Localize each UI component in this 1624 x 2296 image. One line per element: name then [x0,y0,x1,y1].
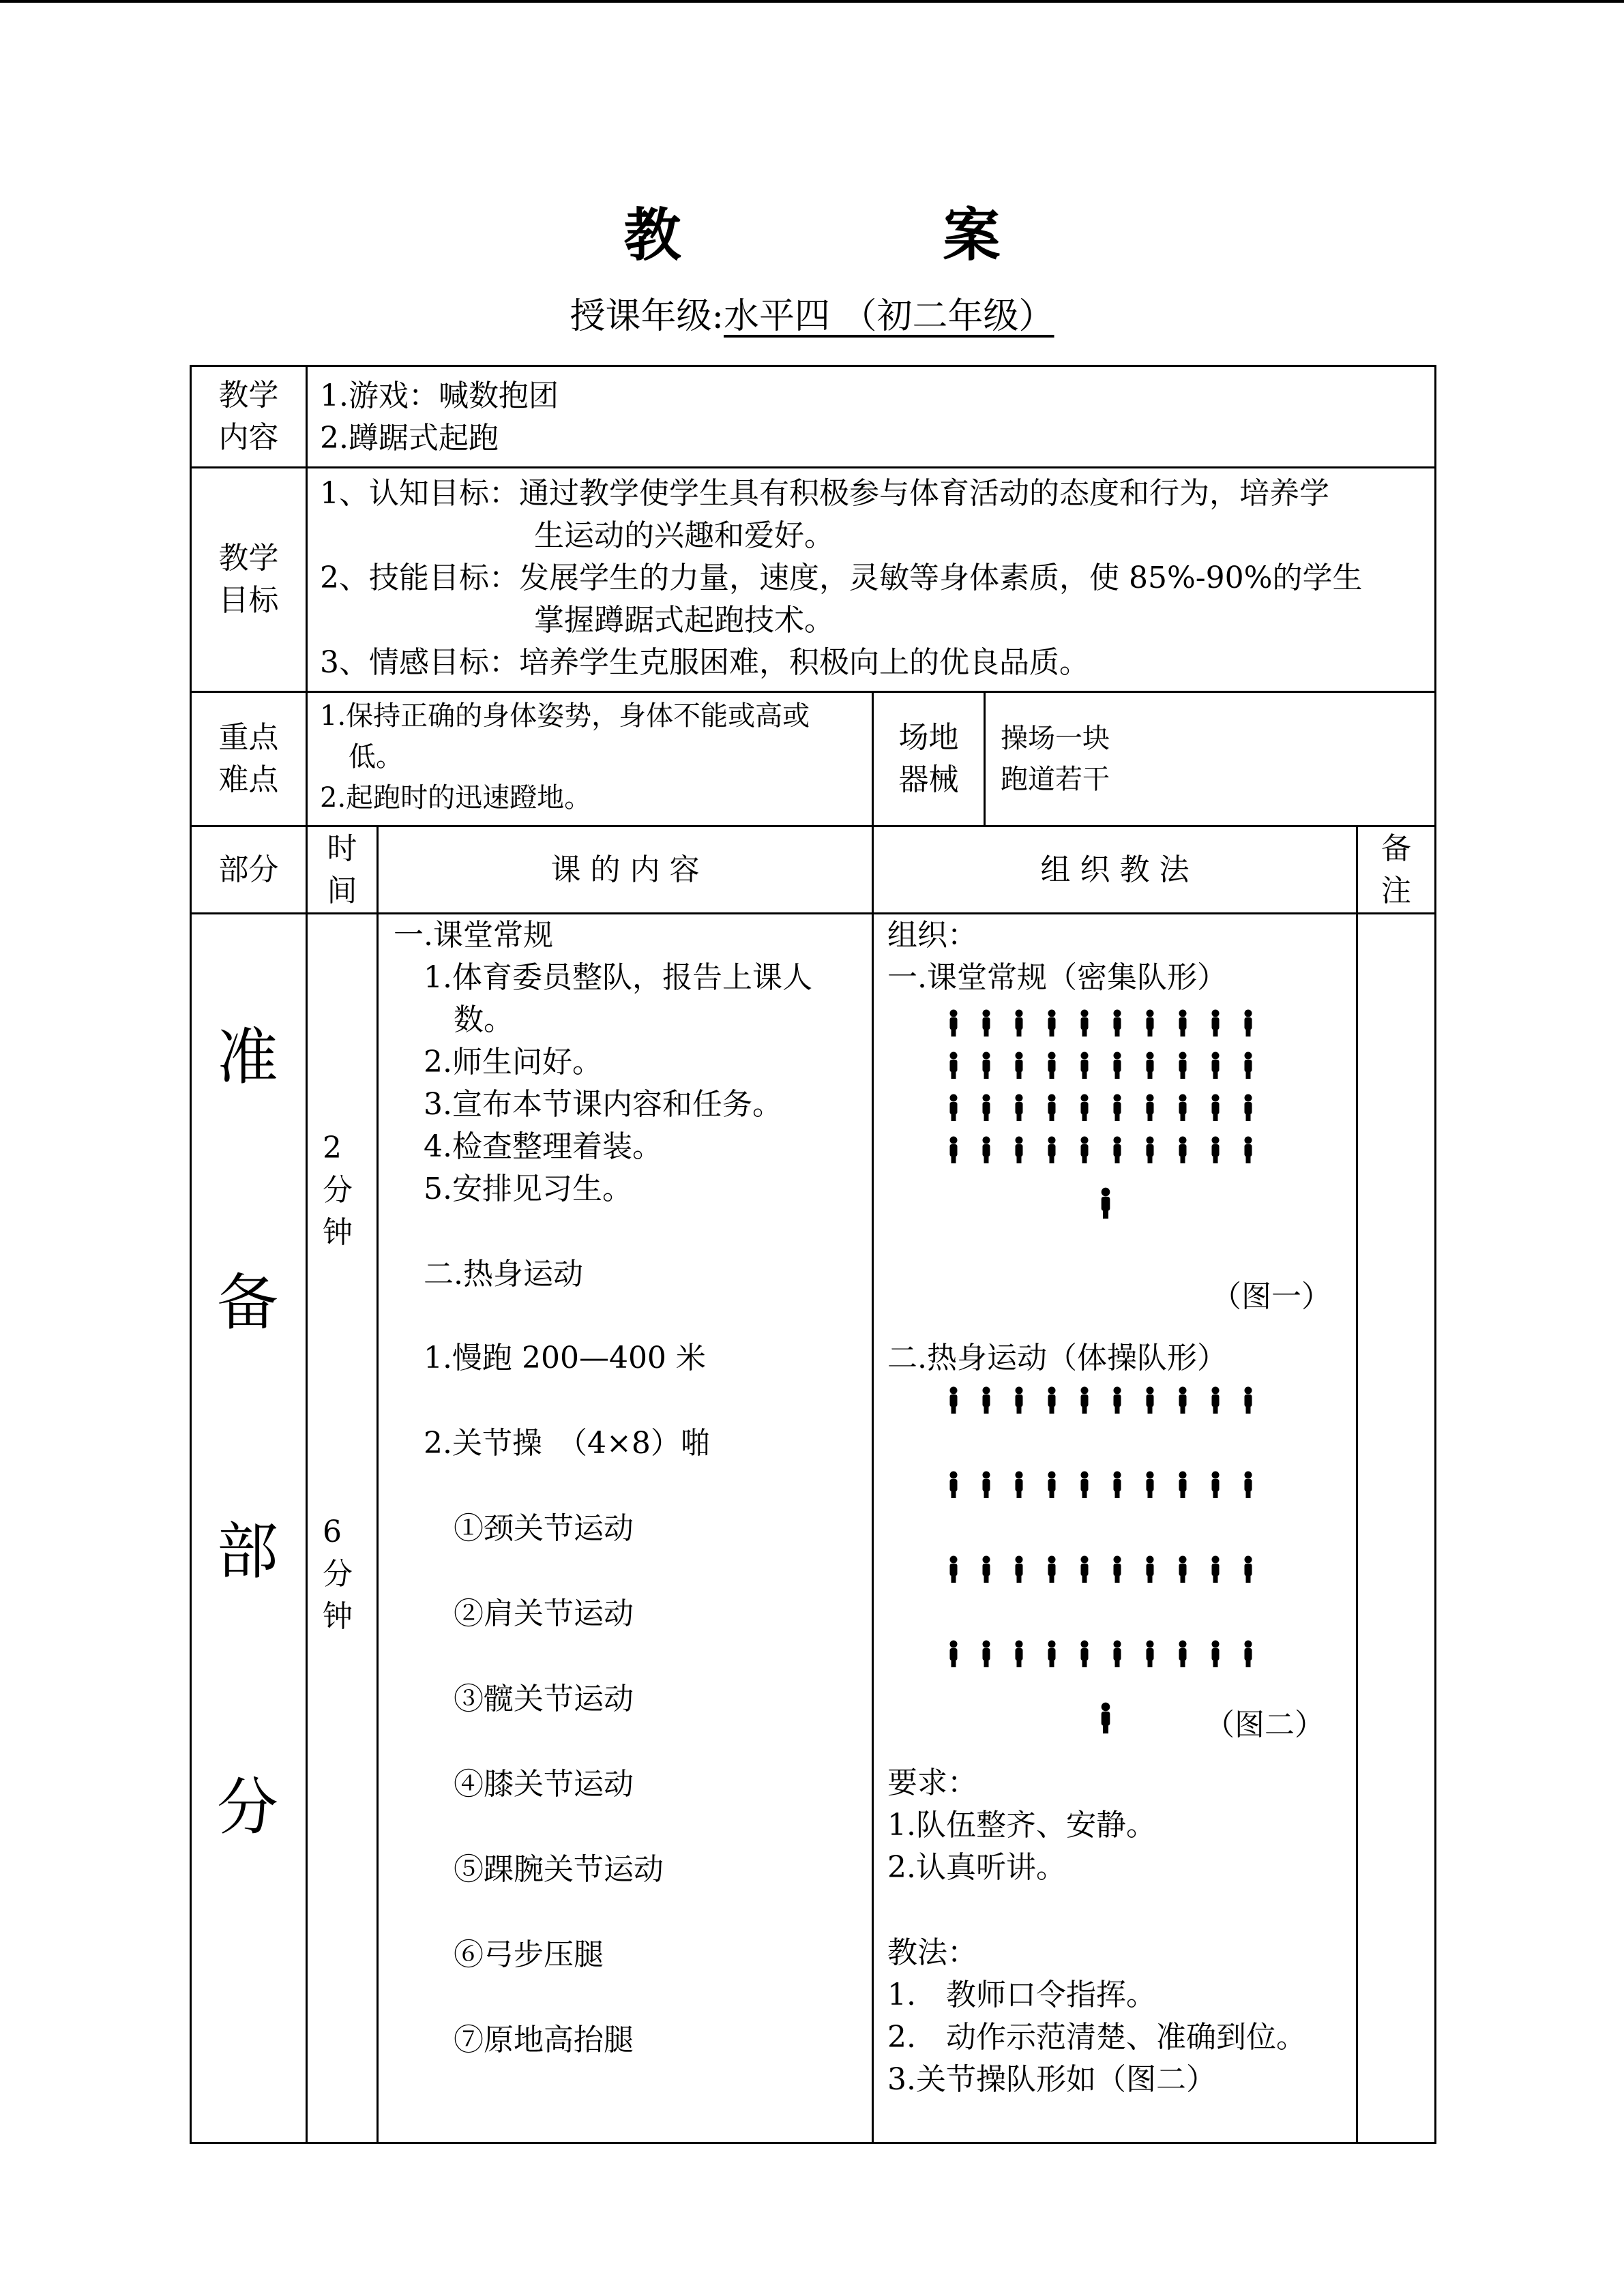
student-icon [1081,1010,1089,1037]
student-icon [1147,1010,1154,1037]
goal-item: 1、认知目标：通过教学使学生具有积极参与体育活动的态度和行为，培养学 [320,476,1329,511]
col-header-time: 时间 [307,826,378,914]
col-header-method: 组 织 教 法 [873,826,1357,914]
venue-item: 跑道若干 [1001,764,1110,795]
student-icon [1114,1052,1121,1079]
lesson-plan-table [190,365,1436,2144]
teaching-title: 教法： [887,1935,977,1970]
student-icon [1114,1010,1121,1037]
student-icon [1212,1052,1220,1079]
student-icon [1245,1387,1252,1414]
content-cell [307,366,1436,468]
student-icon [1245,1094,1252,1122]
student-icon [1114,1094,1121,1122]
part-cell [191,914,307,2143]
method-org-label: 组织： [887,918,977,953]
student-icon [950,1137,958,1164]
student-icon [1147,1641,1154,1668]
student-icon [1212,1556,1220,1583]
joint-item: ③髋关节运动 [454,1682,634,1716]
formation-diagrams [874,914,1358,1753]
student-icon [1212,1137,1220,1164]
student-icon [1179,1137,1187,1164]
student-icon [983,1052,990,1079]
student-icon [983,1010,990,1037]
student-icon [983,1556,990,1583]
student-icon [950,1010,958,1037]
student-icon [1114,1137,1121,1164]
student-icon [983,1094,990,1122]
content-line: 1.体育委员整队，报告上课人 [424,960,812,995]
student-icon [950,1641,958,1668]
teacher-markers [1102,1188,1110,1733]
venue-label: 场地器械 [873,692,985,826]
joint-item: ⑥弓步压腿 [454,1937,604,1972]
student-icon [1081,1052,1089,1079]
formation1-title: 一.课堂常规（密集队形） [887,960,1227,995]
student-icon [1245,1052,1252,1079]
student-icon [1081,1387,1089,1414]
student-icon [950,1094,958,1122]
keypoints-cell: 1.保持正确的身体姿势，身体不能或高或 低。 2.起跑时的迅速蹬地。 [307,692,873,826]
goals-label: 教学目标 [191,468,307,692]
student-icon [1114,1641,1121,1668]
teacher-icon [1102,1188,1110,1219]
student-icon [950,1387,958,1414]
student-icon [1179,1472,1187,1499]
content-label: 教学内容 [191,366,307,468]
student-icon [1081,1137,1089,1164]
student-icon [1245,1556,1252,1583]
content-detail-cell [378,914,873,2143]
content-line: 2.关节操 （4×8）啪 [424,1426,711,1461]
student-icon [1016,1387,1023,1414]
student-icon [1245,1137,1252,1164]
student-icon [1048,1472,1056,1499]
student-icon [950,1052,958,1079]
col-header-content: 课 的 内 容 [378,826,873,914]
student-icon [1048,1641,1056,1668]
teaching-item: 1. 教师口令指挥。 [887,1978,1156,2012]
student-icon [1179,1052,1187,1079]
time-block: 2 分 钟 [323,1131,353,1250]
requirement-item: 1.队伍整齐、安静。 [887,1808,1156,1843]
student-icon [1081,1094,1089,1122]
student-icon [1179,1387,1187,1414]
student-icon [1212,1094,1220,1122]
student-icon [1147,1094,1154,1122]
joint-item: ⑤踝腕关节运动 [454,1852,664,1887]
student-icon [1179,1556,1187,1583]
student-icon [1016,1052,1023,1079]
content-line: 5.安排见习生。 [424,1172,632,1206]
joint-item: ⑦原地高抬腿 [454,2023,634,2057]
student-icon [1016,1137,1023,1164]
student-icon [1048,1556,1056,1583]
teaching-item: 3.关节操队形如（图二） [887,2062,1216,2097]
student-icon [1016,1010,1023,1037]
student-icon [1147,1387,1154,1414]
student-icon [1179,1641,1187,1668]
content-item: 2.蹲踞式起跑 [320,421,499,456]
content-heading: 一.课堂常规 [394,918,553,953]
note-cell [1357,914,1436,2143]
teacher-icon [1102,1703,1110,1733]
student-icon [983,1137,990,1164]
part-char: 部 [217,1516,278,1587]
goals-row [191,468,1436,692]
content-line: 4.检查整理着装。 [424,1129,662,1164]
header-row [191,826,1436,914]
teaching-item: 2. 动作示范清楚、准确到位。 [887,2020,1306,2055]
student-icon [1081,1641,1089,1668]
student-icon [1212,1641,1220,1668]
joint-item: ④膝关节运动 [454,1767,634,1802]
student-icon [1245,1010,1252,1037]
student-icon [950,1472,958,1499]
student-icon [1048,1137,1056,1164]
student-icon [1048,1387,1056,1414]
requirements-title: 要求： [887,1765,977,1800]
grade-value: 水平四 （初二年级） [724,296,1054,337]
student-icon [983,1641,990,1668]
student-icon [1179,1094,1187,1122]
prep-section-row [191,914,1436,2143]
student-icon [1212,1010,1220,1037]
student-icon [1114,1472,1121,1499]
content-row [191,366,1436,468]
student-icon [1147,1052,1154,1079]
joint-item: ②肩关节运动 [454,1596,634,1631]
student-icon [1147,1472,1154,1499]
student-icon [1016,1641,1023,1668]
venue-cell [985,692,1436,826]
part-char: 备 [217,1267,278,1339]
goal-item: 2、技能目标：发展学生的力量，速度，灵敏等身体素质，使 85%-90%的学生 [320,561,1363,595]
content-heading: 二.热身运动 [424,1257,583,1292]
joint-item: ①颈关节运动 [454,1511,634,1546]
content-line: 2.师生问好。 [424,1045,602,1079]
student-icon [1245,1472,1252,1499]
student-icon [1114,1387,1121,1414]
keypoint-item: 1.保持正确的身体姿势，身体不能或高或 [320,700,810,732]
keypoints-label: 重点难点 [191,692,307,826]
col-header-part: 部分 [191,826,307,914]
grade-line [0,292,1624,341]
student-icon [1245,1641,1252,1668]
part-char: 准 [217,1022,278,1093]
student-icon [1212,1387,1220,1414]
student-icon [983,1387,990,1414]
student-icon [1179,1010,1187,1037]
page-title: 教 案 [623,201,1103,269]
keypoint-item: 2.起跑时的迅速蹬地。 [320,782,592,814]
content-line: 1.慢跑 200—400 米 [424,1341,706,1375]
content-line: 数。 [454,1002,514,1037]
time-block: 6 分 钟 [323,1515,353,1634]
method-cell [873,914,1357,2143]
student-icon [983,1472,990,1499]
formation1-students [950,1010,1252,1164]
student-icon [1048,1094,1056,1122]
student-icon [1114,1556,1121,1583]
time-cell [307,914,378,2143]
keypoints-row [191,692,1436,826]
formation2-title: 二.热身运动（体操队形） [887,1341,1227,1375]
content-line: 3.宣布本节课内容和任务。 [424,1087,782,1122]
student-icon [1016,1472,1023,1499]
goals-cell: 1、认知目标：通过教学使学生具有积极参与体育活动的态度和行为，培养学 生运动的兴趣和爱好。 2、技能目标：发展学生的力量，速度，灵敏等身体素质，使 85%-90%的学生 掌握蹲踞式起跑技术。 3、情感目标：培养学生克服困难，积极向上的优良品质。 [307,468,1436,692]
col-header-note: 备注 [1357,826,1436,914]
student-icon [1016,1094,1023,1122]
student-icon [1048,1010,1056,1037]
student-icon [1212,1472,1220,1499]
student-icon [1081,1472,1089,1499]
student-icon [1081,1556,1089,1583]
requirement-item: 2.认真听讲。 [887,1850,1066,1885]
grade-prefix: 授课年级: [570,296,724,337]
venue-item: 操场一块 [1001,723,1110,754]
formation2-students [950,1387,1252,1668]
student-icon [1147,1137,1154,1164]
student-icon [1147,1556,1154,1583]
part-char: 分 [217,1772,278,1843]
student-icon [950,1556,958,1583]
formation2-caption: （图二） [1205,1708,1325,1742]
student-icon [1048,1052,1056,1079]
formation1-caption: （图一） [1211,1279,1331,1314]
content-item: 1.游戏：喊数抱团 [320,378,559,413]
goal-item: 3、情感目标：培养学生克服困难，积极向上的优良品质。 [320,645,1089,680]
top-border-line [0,0,1624,3]
student-icon [1016,1556,1023,1583]
